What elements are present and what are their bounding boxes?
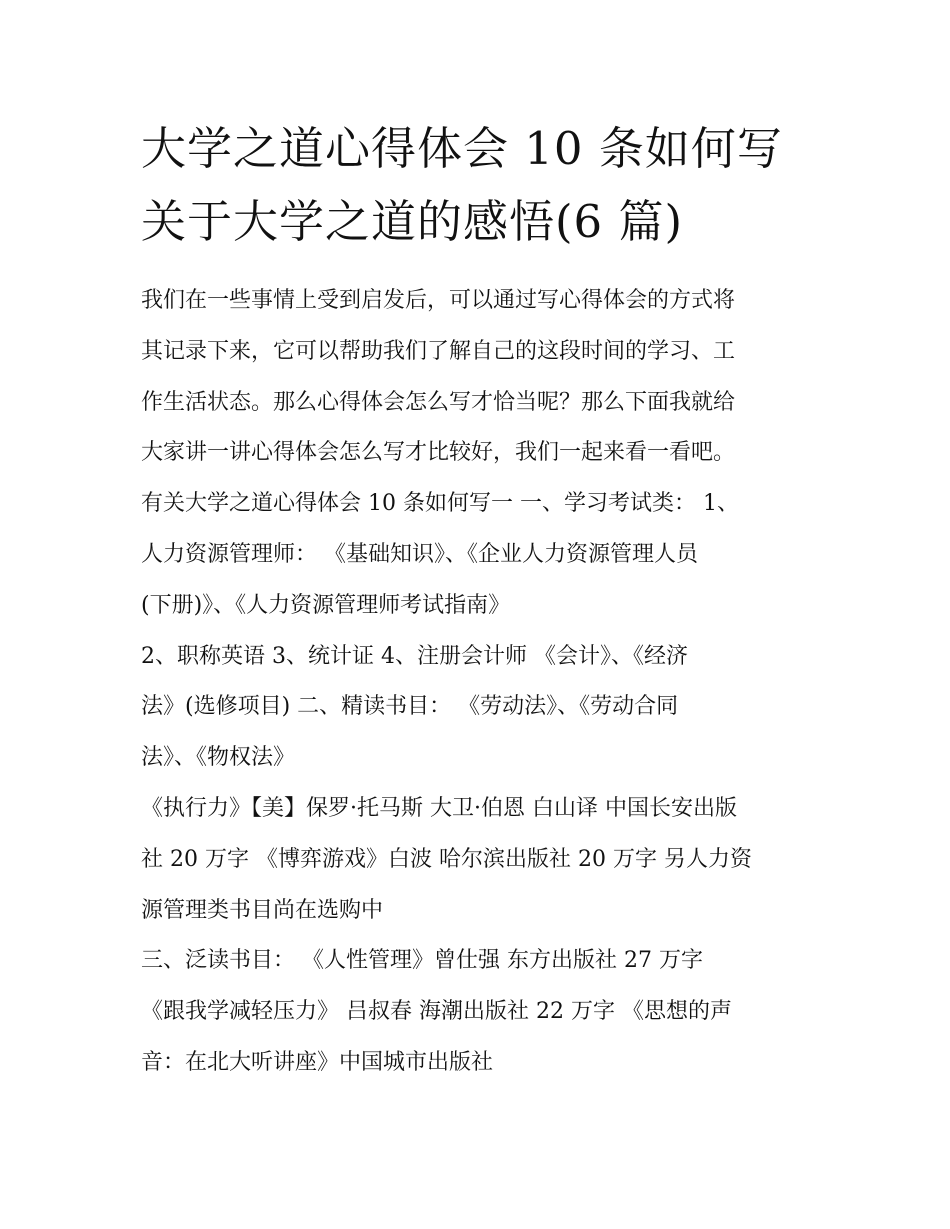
body-line: 《执行力》【美】保罗·托马斯 大卫·伯恩 白山译 中国长安出版	[141, 795, 737, 821]
body-line: 社 20 万字 《博弈游戏》白波 哈尔滨出版社 20 万字 另人力资	[141, 846, 752, 872]
body-line: 其记录下来，它可以帮助我们了解自己的这段时间的学习、工	[141, 338, 736, 364]
body-line: 三、泛读书目： 《人性管理》曾仕强 东方出版社 27 万字	[141, 948, 703, 974]
document-body	[141, 276, 831, 1089]
title-line-1: 大学之道心得体会 10 条如何写	[141, 122, 783, 175]
body-line: 音：在北大听讲座》中国城市出版社	[141, 1049, 494, 1075]
body-line: 法》(选修项目) 二、精读书目： 《劳动法》、《劳动合同	[141, 694, 679, 720]
body-line: 《跟我学减轻压力》 吕叔春 海潮出版社 22 万字 《思想的声	[141, 999, 732, 1025]
body-line: (下册)》、《人力资源管理师考试指南》	[141, 592, 511, 618]
title-line-2: 关于大学之道的感悟(6 篇)	[141, 195, 684, 248]
body-line: 有关大学之道心得体会 10 条如何写一 一、学习考试类： 1、	[141, 491, 739, 517]
body-line: 大家讲一讲心得体会怎么写才比较好，我们一起来看一看吧。	[141, 440, 736, 466]
document-title	[141, 112, 841, 258]
body-line: 法》、《物权法》	[141, 745, 296, 771]
body-line: 人力资源管理师： 《基础知识》、《企业人力资源管理人员	[141, 541, 698, 567]
body-line: 我们在一些事情上受到启发后，可以通过写心得体会的方式将	[141, 288, 736, 313]
body-line: 源管理类书目尚在选购中	[141, 897, 384, 923]
body-line: 作生活状态。那么心得体会怎么写才恰当呢？那么下面我就给	[141, 389, 736, 415]
body-line: 2、职称英语 3、统计证 4、注册会计师 《会计》、《经济	[141, 643, 688, 669]
